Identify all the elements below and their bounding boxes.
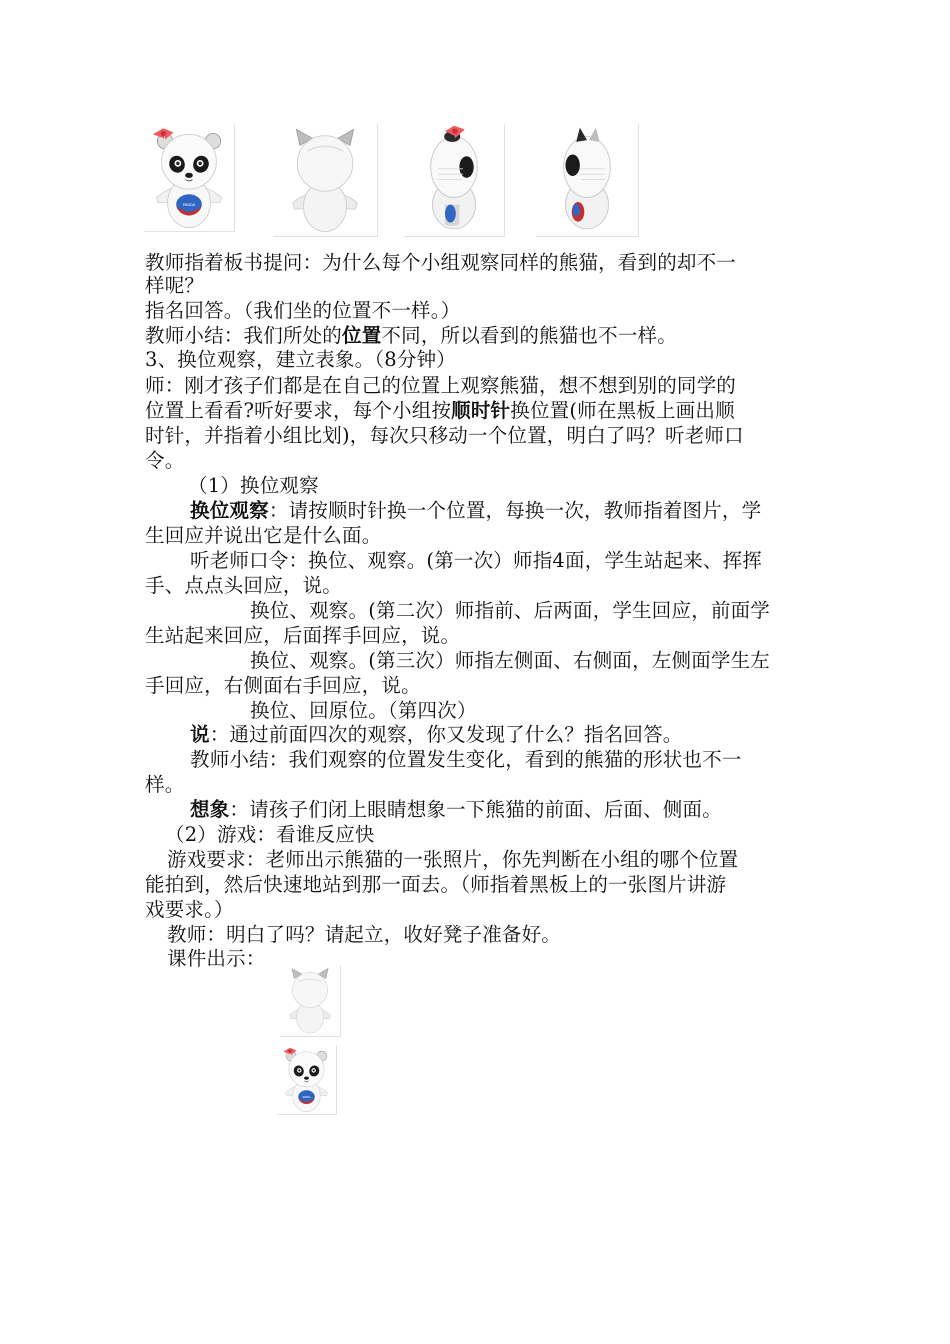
text-line: 游戏要求：老师出示熊猫的一张照片，你先判断在小组的哪个位置	[167, 848, 739, 871]
section-heading: 3、换位观察，建立表象。（8分钟）	[145, 348, 456, 371]
text-line	[190, 498, 860, 523]
text-line	[190, 722, 860, 747]
text-line: 样呢？	[145, 274, 205, 297]
text-span: ：通过前面四次的观察，你又发现了什么？指名回答。	[209, 723, 683, 746]
subsection-heading: （1）换位观察	[188, 474, 319, 497]
text-line: 指名回答。（我们坐的位置不一样。）	[145, 299, 461, 322]
text-line: 换位、回原位。（第四次）	[250, 699, 477, 722]
text-line: 时针，并指着小组比划)，每次只移动一个位置，明白了吗？听老师口	[145, 424, 744, 447]
text-line	[190, 797, 860, 822]
text-line: 师：刚才孩子们都是在自己的位置上观察熊猫，想不想到别的同学的	[145, 374, 737, 397]
text-span: 换位置(师在黑板上画出顺	[510, 399, 735, 422]
panda-back-photo	[273, 124, 378, 237]
text-line: 课件出示：	[167, 947, 266, 970]
text-span: 不同，所以看到的熊猫也不一样。	[381, 324, 677, 347]
text-line: 戏要求。）	[145, 898, 234, 921]
bold-term: 说	[190, 723, 210, 746]
text-line	[145, 398, 815, 423]
text-line: 生回应并说出它是什么面。	[145, 524, 382, 547]
bold-term: 顺时针	[451, 399, 511, 422]
text-span: 教师小结：我们所处的	[145, 324, 343, 347]
text-line: 换位、观察。(第二次）师指前、后两面，学生回应，前面学	[250, 599, 771, 622]
bold-term: 位置	[342, 324, 382, 347]
text-line: 令。	[145, 449, 185, 472]
panda-left-side-photo	[404, 124, 505, 237]
panda-front-photo	[144, 124, 235, 232]
text-line: 手回应，右侧面右手回应，说。	[145, 674, 421, 697]
text-line: 手、点点头回应，说。	[145, 574, 343, 597]
text-line: 听老师口令：换位、观察。(第一次）师指4面，学生站起来、挥挥	[190, 549, 763, 572]
text-line: 样。	[145, 773, 185, 796]
text-line: 换位、观察。(第三次）师指左侧面、右侧面，左侧面学生左	[250, 649, 771, 672]
text-line: 教师指着板书提问：为什么每个小组观察同样的熊猫，看到的却不一	[145, 251, 737, 274]
text-line	[145, 323, 815, 348]
text-span: 位置上看看?听好要求，每个小组按	[145, 399, 452, 422]
text-line: 教师小结：我们观察的位置发生变化，看到的熊猫的形状也不一	[190, 748, 742, 771]
courseware-panda-front-photo	[277, 1045, 337, 1115]
bold-term: 想象	[190, 798, 230, 821]
subsection-heading: （2）游戏：看谁反应快	[165, 823, 375, 846]
courseware-panda-back-photo	[280, 965, 341, 1037]
text-span: ：请孩子们闭上眼睛想象一下熊猫的前面、后面、侧面。	[229, 798, 722, 821]
text-span: ：请按顺时针换一个位置，每换一次，教师指着图片，学	[268, 499, 762, 522]
panda-right-side-photo	[536, 124, 639, 237]
text-line: 生站起来回应，后面挥手回应，说。	[145, 624, 461, 647]
bold-term: 换位观察	[190, 499, 269, 522]
text-line: 能拍到，然后快速地站到那一面去。（师指着黑板上的一张图片讲游	[145, 873, 727, 896]
text-line: 教师：明白了吗？请起立，收好凳子准备好。	[167, 923, 562, 946]
